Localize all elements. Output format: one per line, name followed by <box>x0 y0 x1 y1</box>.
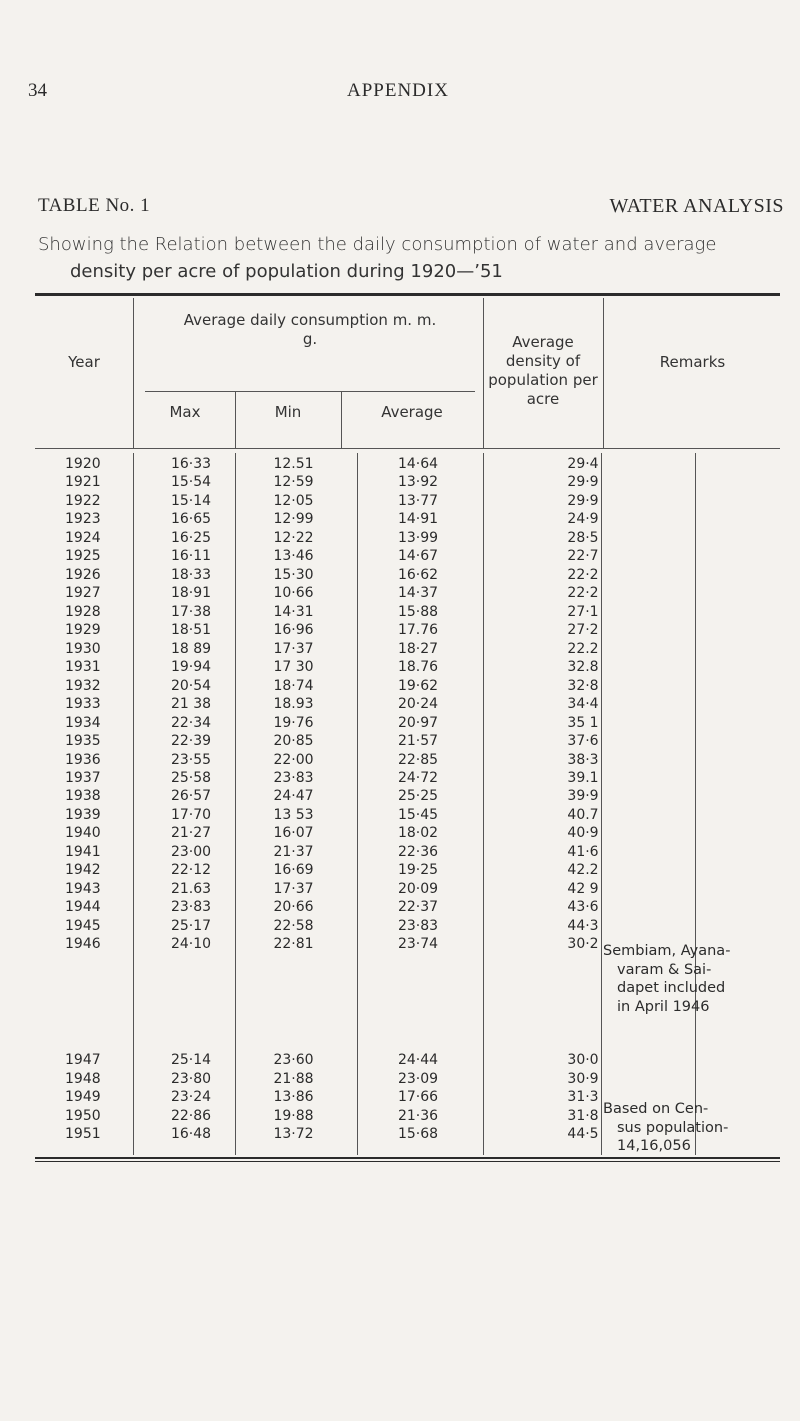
running-title: APPENDIX <box>347 80 449 101</box>
cell-average: 16·62 <box>397 566 439 583</box>
cell-max: 17·38 <box>170 603 212 620</box>
cell-max: 22·39 <box>170 733 212 750</box>
table-bottom-rule <box>35 1157 780 1159</box>
table-row <box>35 899 780 918</box>
cell-average: 18.76 <box>397 659 439 676</box>
cell-density: 42 9 <box>567 880 599 897</box>
cell-max: 23·00 <box>170 843 212 860</box>
cell-max: 18·51 <box>170 622 212 639</box>
cell-density: 40·9 <box>567 825 599 842</box>
cell-min: 14·31 <box>273 603 314 620</box>
cell-average: 22·36 <box>397 843 439 860</box>
cell-min: 16·69 <box>273 862 314 879</box>
cell-max: 15·54 <box>170 474 212 491</box>
cell-average: 21·57 <box>397 733 439 750</box>
cell-year: 1926 <box>65 566 101 583</box>
table-row <box>35 844 780 863</box>
header-average: Average <box>381 403 443 421</box>
cell-average: 19·25 <box>397 862 439 879</box>
cell-max: 22·34 <box>170 714 212 731</box>
table-number: TABLE No. 1 <box>38 195 151 216</box>
table-row <box>35 715 780 734</box>
cell-average: 22·37 <box>397 899 439 916</box>
cell-year: 1924 <box>65 529 101 546</box>
cell-density: 42.2 <box>567 862 599 879</box>
cell-min: 17·37 <box>273 880 314 897</box>
col-divider <box>603 298 604 448</box>
cell-max: 17·70 <box>170 806 212 823</box>
table-caption-line1: Showing the Relation between the daily consumption of water and average <box>38 234 717 255</box>
cell-average: 14·91 <box>397 511 439 528</box>
cell-average: 14·64 <box>397 456 439 472</box>
cell-year: 1921 <box>65 474 101 491</box>
cell-density: 22·7 <box>567 548 599 565</box>
cell-density: 38·3 <box>567 751 599 768</box>
table-row <box>35 641 780 660</box>
cell-year: 1940 <box>65 825 101 842</box>
cell-year: 1941 <box>65 843 101 860</box>
table-caption-line2: density per acre of population during 1920—’51 <box>70 261 503 282</box>
cell-max: 16·11 <box>170 548 212 565</box>
cell-max: 18 89 <box>170 640 212 657</box>
cell-min: 13 53 <box>273 806 314 823</box>
remark-line: Sembiam, Ayana- <box>603 943 731 959</box>
header-group: Average daily consumption m. m. g. <box>183 311 437 348</box>
cell-min: 12·99 <box>273 511 314 528</box>
cell-min: 17 30 <box>273 659 314 676</box>
cell-year: 1948 <box>65 1070 101 1087</box>
cell-min: 15·30 <box>273 566 314 583</box>
cell-year: 1938 <box>65 788 101 805</box>
cell-min: 16·07 <box>273 825 314 842</box>
cell-average: 18·02 <box>397 825 439 842</box>
cell-density: 29·4 <box>567 456 599 472</box>
cell-max: 21 38 <box>170 696 212 713</box>
cell-year: 1927 <box>65 585 101 602</box>
cell-year: 1945 <box>65 917 101 934</box>
cell-min: 12·22 <box>273 529 314 546</box>
cell-density: 44·3 <box>567 917 599 934</box>
header-density: Average density of population per acre <box>488 333 598 408</box>
table-row <box>35 788 780 807</box>
table-row <box>35 548 780 567</box>
cell-min: 21·37 <box>273 843 314 860</box>
cell-max: 21·27 <box>170 825 212 842</box>
cell-density: 32·8 <box>567 677 599 694</box>
cell-density: 43·6 <box>567 899 599 916</box>
cell-min: 22·81 <box>273 936 314 953</box>
cell-density: 34·4 <box>567 696 599 713</box>
cell-density: 27·2 <box>567 622 599 639</box>
cell-density: 37·6 <box>567 733 599 750</box>
cell-year: 1950 <box>65 1107 101 1124</box>
cell-average: 23·74 <box>397 936 439 953</box>
cell-average: 24·72 <box>397 769 439 786</box>
cell-average: 20·09 <box>397 880 439 897</box>
cell-density: 31·8 <box>567 1107 599 1124</box>
table-row <box>35 678 780 697</box>
header-max: Max <box>169 403 201 421</box>
cell-max: 19·94 <box>170 659 212 676</box>
cell-average: 15·68 <box>397 1126 439 1142</box>
table-row <box>35 493 780 512</box>
header-remarks: Remarks <box>659 353 726 371</box>
cell-max: 25·17 <box>170 917 212 934</box>
cell-average: 22·85 <box>397 751 439 768</box>
cell-density: 24·9 <box>567 511 599 528</box>
table-row <box>35 862 780 881</box>
table-row <box>35 918 780 937</box>
table-top-rule <box>35 293 780 296</box>
table-row <box>35 696 780 715</box>
cell-year: 1931 <box>65 659 101 676</box>
cell-density: 22·2 <box>567 585 599 602</box>
cell-average: 17.76 <box>397 622 439 639</box>
cell-year: 1935 <box>65 733 101 750</box>
cell-year: 1939 <box>65 806 101 823</box>
table-row <box>35 456 780 475</box>
cell-max: 22·86 <box>170 1107 212 1124</box>
cell-max: 18·33 <box>170 566 212 583</box>
table-row <box>35 567 780 586</box>
cell-max: 25·58 <box>170 769 212 786</box>
cell-max: 22·12 <box>170 862 212 879</box>
cell-min: 12·05 <box>273 492 314 509</box>
cell-density: 35 1 <box>567 714 599 731</box>
section-title: WATER ANALYSIS <box>609 195 784 217</box>
cell-average: 14·67 <box>397 548 439 565</box>
cell-average: 13·77 <box>397 492 439 509</box>
cell-min: 22·00 <box>273 751 314 768</box>
table-row <box>35 770 780 789</box>
cell-year: 1929 <box>65 622 101 639</box>
cell-average: 23·83 <box>397 917 439 934</box>
group-underline <box>145 391 475 392</box>
cell-max: 23·55 <box>170 751 212 768</box>
cell-max: 16·33 <box>170 456 212 472</box>
cell-max: 16·25 <box>170 529 212 546</box>
cell-density: 44·5 <box>567 1126 599 1142</box>
cell-average: 13·92 <box>397 474 439 491</box>
cell-density: 30·2 <box>567 936 599 953</box>
cell-density: 29·9 <box>567 492 599 509</box>
cell-year: 1920 <box>65 456 101 472</box>
cell-year: 1933 <box>65 696 101 713</box>
table-row <box>35 825 780 844</box>
cell-average: 20·97 <box>397 714 439 731</box>
cell-min: 22·58 <box>273 917 314 934</box>
table-row <box>35 511 780 530</box>
col-divider <box>483 298 484 448</box>
table-row <box>35 530 780 549</box>
table-row <box>35 881 780 900</box>
table-row <box>35 604 780 623</box>
cell-min: 19·88 <box>273 1107 314 1124</box>
table-row <box>35 807 780 826</box>
cell-year: 1946 <box>65 936 101 953</box>
cell-density: 40.7 <box>567 806 599 823</box>
cell-year: 1934 <box>65 714 101 731</box>
table-row <box>35 733 780 752</box>
cell-min: 13·72 <box>273 1126 314 1142</box>
cell-year: 1943 <box>65 880 101 897</box>
cell-max: 18·91 <box>170 585 212 602</box>
cell-year: 1942 <box>65 862 101 879</box>
cell-max: 15·14 <box>170 492 212 509</box>
cell-average: 21·36 <box>397 1107 439 1124</box>
cell-density: 30·9 <box>567 1070 599 1087</box>
cell-year: 1923 <box>65 511 101 528</box>
cell-min: 13·86 <box>273 1089 314 1105</box>
cell-density: 30·0 <box>567 1052 599 1068</box>
page-number: 34 <box>28 80 47 101</box>
cell-year: 1947 <box>65 1052 101 1068</box>
cell-year: 1949 <box>65 1089 101 1105</box>
cell-average: 13·99 <box>397 529 439 546</box>
remark-line: 14,16,056 <box>617 1138 691 1154</box>
cell-density: 39.1 <box>567 769 599 786</box>
header-min: Min <box>274 403 302 421</box>
remark-line: varam & Sai- <box>617 961 712 978</box>
cell-density: 27·1 <box>567 603 599 620</box>
water-analysis-table <box>35 293 780 1421</box>
table-row <box>35 752 780 771</box>
cell-max: 20·54 <box>170 677 212 694</box>
cell-average: 19·62 <box>397 677 439 694</box>
header-bottom-rule <box>35 448 780 449</box>
cell-max: 23·24 <box>170 1089 212 1105</box>
remark-1951 <box>603 1100 728 1156</box>
cell-min: 17·37 <box>273 640 314 657</box>
cell-density: 22·2 <box>567 566 599 583</box>
cell-year: 1937 <box>65 769 101 786</box>
cell-max: 23·83 <box>170 899 212 916</box>
cell-average: 14·37 <box>397 585 439 602</box>
cell-min: 21·88 <box>273 1070 314 1087</box>
cell-average: 15·88 <box>397 603 439 620</box>
cell-year: 1944 <box>65 899 101 916</box>
cell-max: 25·14 <box>170 1052 212 1068</box>
table-row <box>35 1071 780 1090</box>
cell-min: 12.51 <box>273 456 314 472</box>
cell-density: 22.2 <box>567 640 599 657</box>
cell-average: 17·66 <box>397 1089 439 1105</box>
cell-year: 1922 <box>65 492 101 509</box>
cell-min: 13·46 <box>273 548 314 565</box>
col-divider <box>133 298 134 448</box>
cell-density: 39·9 <box>567 788 599 805</box>
cell-average: 25·25 <box>397 788 439 805</box>
cell-density: 32.8 <box>567 659 599 676</box>
cell-average: 15·45 <box>397 806 439 823</box>
cell-max: 16·48 <box>170 1126 212 1142</box>
cell-min: 18·74 <box>273 677 314 694</box>
table-row <box>35 1052 780 1071</box>
cell-min: 24·47 <box>273 788 314 805</box>
table-row <box>35 474 780 493</box>
cell-min: 23·60 <box>273 1052 314 1068</box>
table-row <box>35 622 780 641</box>
cell-max: 21.63 <box>170 880 212 897</box>
cell-min: 20·66 <box>273 899 314 916</box>
cell-year: 1928 <box>65 603 101 620</box>
cell-average: 20·24 <box>397 696 439 713</box>
cell-max: 16·65 <box>170 511 212 528</box>
cell-average: 24·44 <box>397 1052 439 1068</box>
cell-max: 23·80 <box>170 1070 212 1087</box>
cell-average: 18·27 <box>397 640 439 657</box>
cell-density: 29·9 <box>567 474 599 491</box>
cell-year: 1936 <box>65 751 101 768</box>
table-row <box>35 659 780 678</box>
table-row <box>35 585 780 604</box>
cell-density: 31·3 <box>567 1089 599 1105</box>
remark-line: in April 1946 <box>617 998 710 1015</box>
cell-year: 1932 <box>65 677 101 694</box>
cell-average: 23·09 <box>397 1070 439 1087</box>
cell-max: 24·10 <box>170 936 212 953</box>
header-year: Year <box>68 353 100 371</box>
remark-line: Based on Cen- <box>603 1101 709 1117</box>
table-bottom-rule-thin <box>35 1161 780 1162</box>
cell-max: 26·57 <box>170 788 212 805</box>
remark-line: sus population- <box>617 1119 729 1136</box>
cell-min: 18.93 <box>273 696 314 713</box>
cell-density: 28·5 <box>567 529 599 546</box>
cell-min: 23·83 <box>273 769 314 786</box>
cell-min: 20·85 <box>273 733 314 750</box>
cell-min: 10·66 <box>273 585 314 602</box>
cell-density: 41·6 <box>567 843 599 860</box>
remark-line: dapet included <box>617 980 726 996</box>
cell-year: 1951 <box>65 1126 101 1142</box>
remark-1946 <box>603 942 730 1016</box>
cell-year: 1930 <box>65 640 101 657</box>
cell-min: 19·76 <box>273 714 314 731</box>
cell-year: 1925 <box>65 548 101 565</box>
cell-min: 12·59 <box>273 474 314 491</box>
cell-min: 16·96 <box>273 622 314 639</box>
